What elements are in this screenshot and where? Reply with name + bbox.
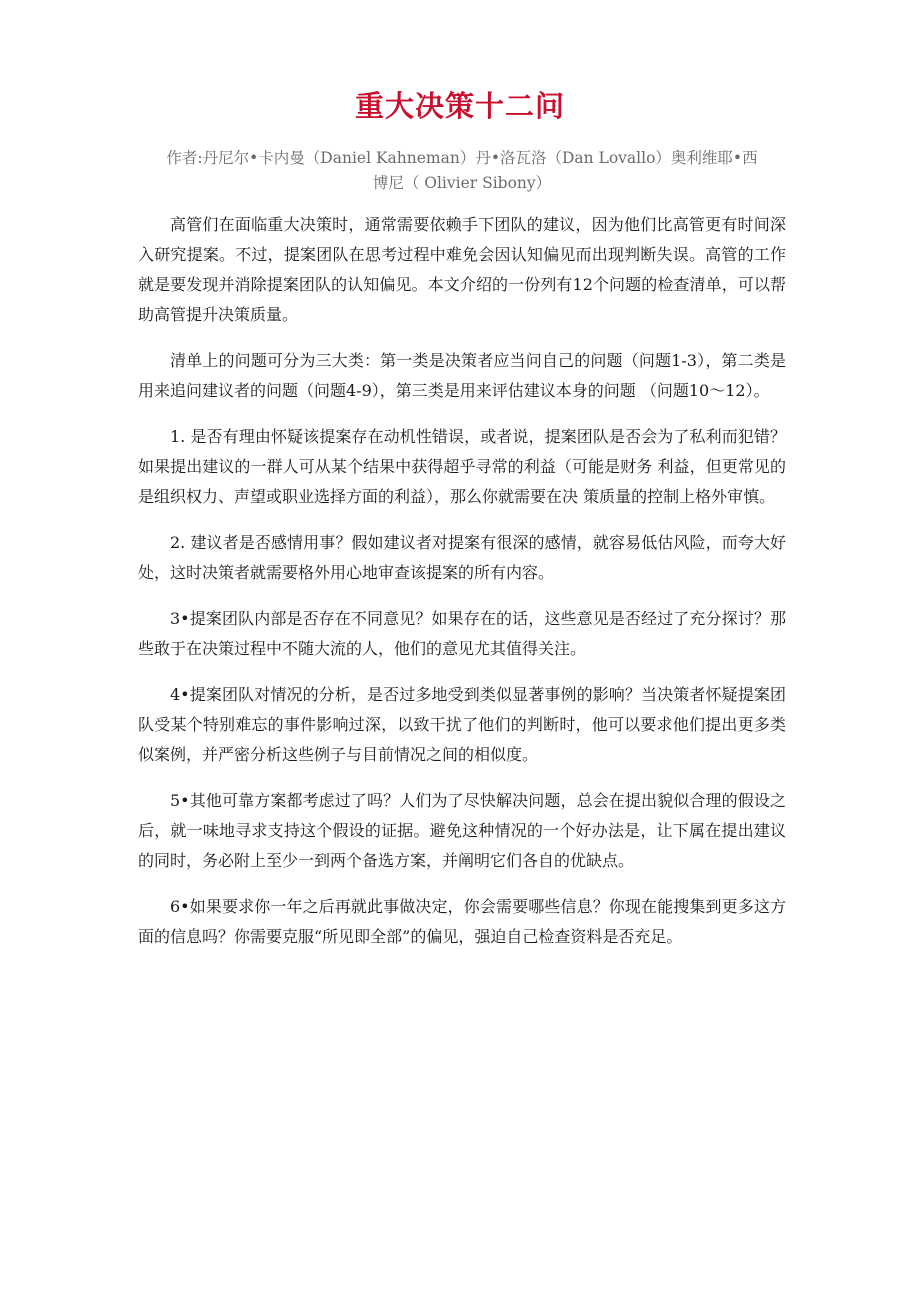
paragraph-question-4: 4•提案团队对情况的分析，是否过多地受到类似显著事例的影响？当决策者怀疑提案团队受某个特别难忘的事件影响过深，以致干扰了他们的判断时，他可以要求他们提出更多类似案例，并严密分析这些例子与目前情况之间的相似度。 bbox=[138, 685, 786, 764]
author-line-1: 作者:丹尼尔•卡内曼（Daniel Kahneman）丹•洛瓦洛（Dan Lovallo）奥利维耶•西 bbox=[166, 149, 758, 167]
document-body bbox=[138, 210, 786, 968]
document-title: 重大决策十二问 bbox=[354, 89, 565, 123]
paragraph-question-1: 1. 是否有理由怀疑该提案存在动机性错误，或者说，提案团队是否会为了私利而犯错？如果提出建议的一群人可从某个结果中获得超乎寻常的利益（可能是财务 利益，但更常见的是组织权力、声望或职业选择方面的利益），那么你就需要在决 策质量的控制上格外审慎。 bbox=[138, 427, 786, 506]
paragraph-question-6: 6•如果要求你一年之后再就此事做决定，你会需要哪些信息？你现在能搜集到更多这方面的信息吗？你需要克服“所见即全部”的偏见，强迫自己检查资料是否充足。 bbox=[138, 897, 786, 946]
paragraph-intro: 高管们在面临重大决策时，通常需要依赖手下团队的建议，因为他们比高管更有时间深入研究提案。不过，提案团队在思考过程中难免会因认知偏见而出现判断失误。高管的工作就是要发现并消除提案团队的认知偏见。本文介绍的一份列有12个问题的检查清单，可以帮助高管提升决策质量。 bbox=[138, 215, 786, 324]
author-line-2: 博尼（ Olivier Sibony） bbox=[372, 174, 552, 192]
paragraph-categories: 清单上的问题可分为三大类：第一类是决策者应当问自己的问题（问题1-3），第二类是用来追问建议者的问题（问题4-9），第三类是用来评估建议本身的问题 （问题10～12）。 bbox=[138, 351, 786, 400]
author-line bbox=[138, 146, 786, 196]
paragraph-question-3: 3•提案团队内部是否存在不同意见？如果存在的话，这些意见是否经过了充分探讨？那些敢于在决策过程中不随大流的人，他们的意见尤其值得关注。 bbox=[138, 609, 786, 658]
paragraph-question-5: 5•其他可靠方案都考虑过了吗？人们为了尽快解决问题，总会在提出貌似合理的假设之后，就一味地寻求支持这个假设的证据。避免这种情况的一个好办法是，让下属在提出建议的同时，务必附上至少一到两个备选方案，并阐明它们各自的优缺点。 bbox=[138, 791, 786, 870]
paragraph-question-2: 2. 建议者是否感情用事？假如建议者对提案有很深的感情，就容易低估风险，而夸大好处，这时决策者就需要格外用心地审查该提案的所有内容。 bbox=[138, 533, 786, 582]
